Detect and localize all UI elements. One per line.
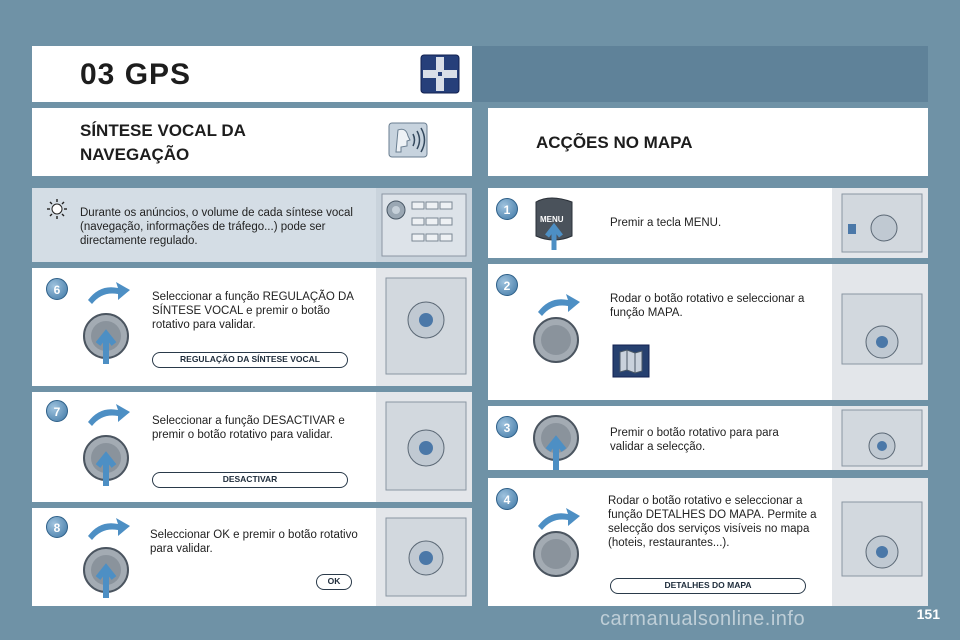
menu-option-pill: DETALHES DO MAPA xyxy=(610,578,806,594)
menu-option-pill: REGULAÇÃO DA SÍNTESE VOCAL xyxy=(152,352,348,368)
menu-option-pill: OK xyxy=(316,574,352,590)
step-2 xyxy=(488,264,928,400)
page-number: 151 xyxy=(916,606,940,622)
step-6 xyxy=(32,268,472,386)
radio-panel-image xyxy=(376,268,472,386)
menu-key-label: MENU xyxy=(540,215,564,224)
crossroad-icon xyxy=(420,54,460,94)
radio-panel-image xyxy=(832,264,928,400)
header-decoration xyxy=(472,46,928,102)
step-7 xyxy=(32,392,472,502)
menu-option-pill: DESACTIVAR xyxy=(152,472,348,488)
radio-panel-image xyxy=(832,478,928,606)
step-number: 4 xyxy=(496,488,518,510)
step-1 xyxy=(488,188,928,258)
step-8 xyxy=(32,508,472,606)
radio-panel-image xyxy=(832,406,928,470)
intro-panel xyxy=(32,188,472,262)
rotary-knob-press-icon xyxy=(526,410,586,470)
step-text: Premir o botão rotativo para para validar a selecção. xyxy=(610,427,779,453)
section-title-panel-right xyxy=(488,108,928,176)
rotary-knob-press-icon xyxy=(76,278,136,368)
step-number: 6 xyxy=(46,278,68,300)
rotary-knob-rotate-icon xyxy=(526,504,586,584)
step-text: Seleccionar a função REGULAÇÃO DA SÍNTESE VOCAL e premir o botão rotativo para validar. xyxy=(152,291,354,331)
step-text: Rodar o botão rotativo e seleccionar a função MAPA. xyxy=(610,293,805,319)
step-number: 2 xyxy=(496,274,518,296)
step-text: Rodar o botão rotativo e seleccionar a função DETALHES DO MAPA. Permite a selecção dos serviços visíveis no mapa (hoteis, restaurantes...). xyxy=(608,495,817,549)
header-bar xyxy=(32,46,472,102)
step-text: Seleccionar OK e premir o botão rotativo para validar. xyxy=(150,529,358,555)
step-text: Seleccionar a função DESACTIVAR e premir o botão rotativo para validar. xyxy=(152,415,345,441)
radio-panel-image xyxy=(376,508,472,606)
chapter-title: 03 GPS xyxy=(80,58,192,91)
voice-icon xyxy=(388,122,428,158)
step-text: Premir a tecla MENU. xyxy=(610,217,722,229)
intro-text: Durante os anúncios, o volume de cada síntese vocal (navegação, informações de tráfego...) pode ser directamente regulado. xyxy=(80,207,353,247)
rotary-knob-press-icon xyxy=(76,514,136,604)
step-number: 8 xyxy=(46,516,68,538)
map-icon xyxy=(612,344,650,378)
section-title-line1: SÍNTESE VOCAL DA xyxy=(80,121,246,140)
section-title-panel xyxy=(32,108,472,176)
watermark: carmanualsonline.info xyxy=(600,608,806,630)
section-title-right: ACÇÕES NO MAPA xyxy=(536,133,693,152)
rotary-knob-rotate-icon xyxy=(526,290,586,370)
step-number: 3 xyxy=(496,416,518,438)
tip-icon xyxy=(46,198,68,220)
step-4 xyxy=(488,478,928,606)
radio-panel-image xyxy=(832,188,928,258)
menu-key-icon xyxy=(532,196,576,252)
radio-panel-image xyxy=(376,188,472,262)
rotary-knob-press-icon xyxy=(76,400,136,490)
step-number: 7 xyxy=(46,400,68,422)
section-title-line2: NAVEGAÇÃO xyxy=(80,145,190,164)
radio-panel-image xyxy=(376,392,472,502)
step-number: 1 xyxy=(496,198,518,220)
step-3 xyxy=(488,406,928,470)
